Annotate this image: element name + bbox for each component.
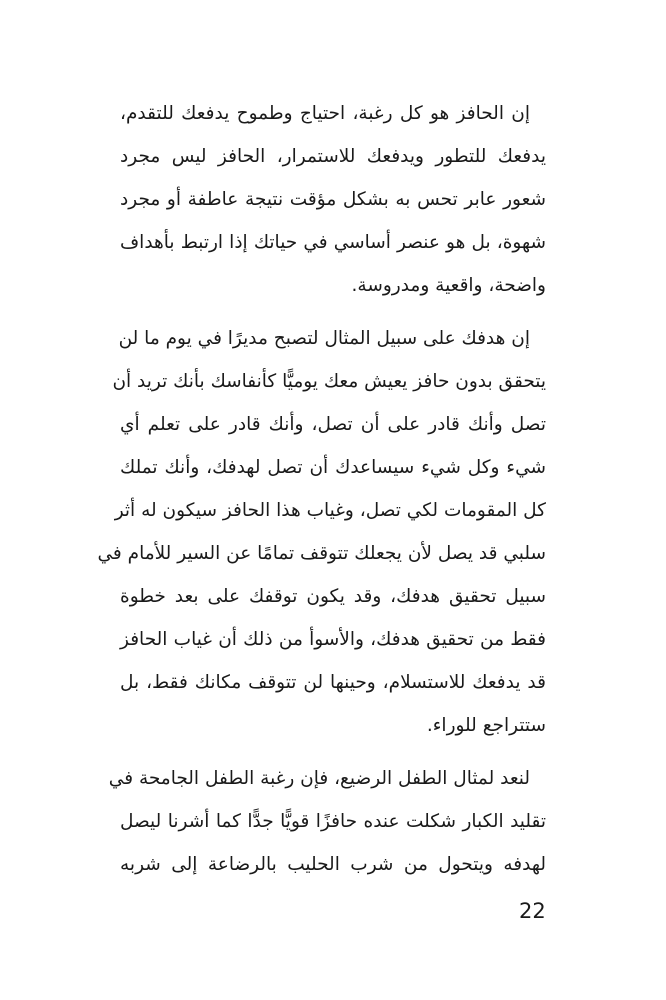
text-line: يدفعك للتطور ويدفعك للاستمرار، الحافز ليس مجرد [120, 146, 546, 167]
text-line: قد يدفعك للاستسلام، وحينها لن تتوقف مكانك فقط، بل [120, 672, 546, 693]
text-line: كل المقومات لكي تصل، وغياب هذا الحافز سيكون له أثر [114, 500, 546, 521]
text-line: لهدفه ويتحول من شرب الحليب بالرضاعة إلى شربه [120, 854, 546, 875]
paragraph-2 [97, 317, 546, 747]
text-line: واضحة، واقعية ومدروسة. [351, 275, 546, 296]
text-line: تقليد الكبار شكلت عنده حافزًا قويًّا جدًّا كما أشرنا ليصل [120, 811, 546, 832]
text-line: سلبي قد يصل لأن يجعلك تتوقف تمامًا عن السير للأمام في [97, 543, 546, 564]
text-line: سبيل تحقيق هدفك، وقد يكون توقفك على بعد خطوة [120, 586, 546, 607]
text-line: تصل وأنك قادر على أن تصل، وأنك قادر على تعلم أي [120, 414, 546, 435]
text-line: لنعد لمثال الطفل الرضيع، فإن رغبة الطفل الجامحة في [108, 768, 530, 789]
text-line: ستتراجع للوراء. [426, 715, 546, 736]
text-line: شهوة، بل هو عنصر أساسي في حياتك إذا ارتبط بأهداف [120, 232, 546, 253]
page-number: 22 [519, 899, 546, 923]
text-line: شعور عابر تحس به بشكل مؤقت نتيجة عاطفة أو مجرد [120, 189, 546, 210]
paragraph-1 [120, 92, 546, 307]
text-line: شيء وكل شيء سيساعدك أن تصل لهدفك، وأنك تملك [120, 457, 546, 478]
body-text [97, 92, 546, 896]
text-line: يتحقق بدون حافز يعيش معك يوميًّا كأنفاسك بأنك تريد أن [112, 371, 546, 392]
text-line: إن هدفك على سبيل المثال لتصبح مديرًا في يوم ما لن [118, 328, 530, 349]
paragraph-3 [108, 757, 546, 886]
text-line: إن الحافز هو كل رغبة، احتياج وطموح يدفعك للتقدم، [120, 103, 530, 124]
text-line: فقط من تحقيق هدفك، والأسوأ من ذلك أن غياب الحافز [120, 629, 546, 650]
